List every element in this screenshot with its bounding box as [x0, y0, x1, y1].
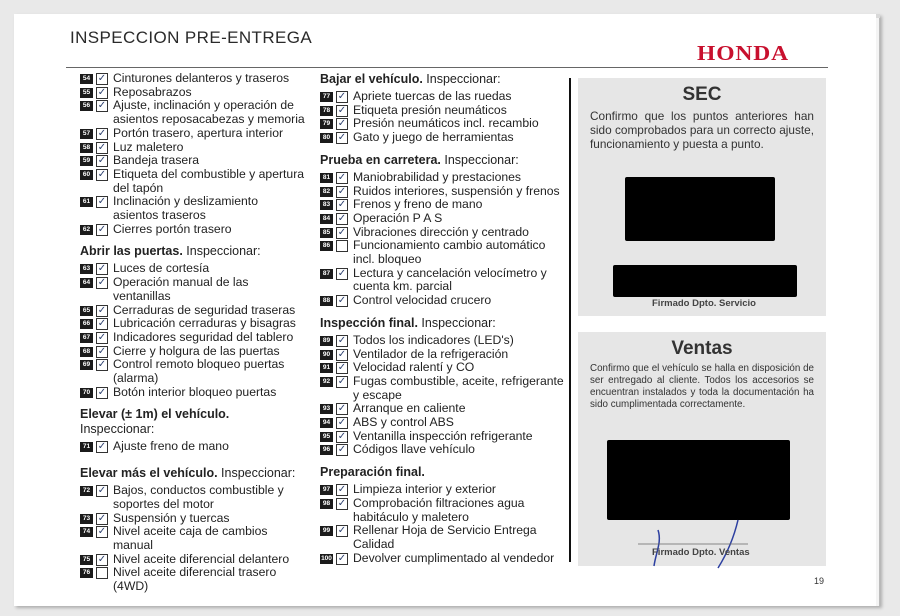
checked-checkbox[interactable]: ✓: [97, 304, 107, 316]
item-label: Presión neumáticos incl. recambio: [353, 116, 539, 131]
checked-checkbox[interactable]: ✓: [337, 484, 347, 496]
item-number: 95: [320, 432, 333, 442]
checked-checkbox[interactable]: ✓: [337, 362, 347, 374]
item-number: 82: [320, 187, 333, 197]
section-heading-final: Inspección final. Inspeccionar:: [320, 315, 496, 330]
item-label: Ventanilla inspección refrigerante: [353, 428, 533, 443]
item-number: 68: [80, 347, 93, 357]
item-number: 96: [320, 445, 333, 455]
checklist-item: [80, 168, 305, 195]
checked-checkbox[interactable]: ✓: [97, 331, 107, 343]
item-number: 99: [320, 526, 333, 536]
checklist-item: [320, 185, 565, 199]
checked-checkbox[interactable]: ✓: [97, 141, 107, 153]
checklist-group: [80, 484, 305, 594]
item-number: 75: [80, 555, 93, 565]
item-label: Luz maletero: [113, 139, 184, 154]
checklist-item: [80, 141, 305, 155]
item-label: Velocidad ralentí y CO: [353, 360, 475, 375]
item-number: 100: [321, 554, 332, 562]
item-number: 81: [320, 173, 333, 183]
item-label: Reposabrazos: [113, 84, 192, 99]
checked-checkbox[interactable]: ✓: [97, 196, 107, 208]
item-label: Gato y juego de herramientas: [353, 130, 514, 145]
item-label: ABS y control ABS: [353, 415, 454, 430]
checklist-item: [320, 198, 565, 212]
item-number: 76: [80, 568, 93, 578]
section-heading-prueba: Prueba en carretera. Inspeccionar:: [320, 152, 519, 167]
item-label: Fugas combustible, aceite, refrigerante y escape: [353, 373, 564, 402]
checked-checkbox[interactable]: ✓: [97, 386, 107, 398]
checklist-item: [320, 117, 565, 131]
item-label: Vibraciones dirección y centrado: [353, 224, 529, 239]
honda-logo: HONDA: [697, 41, 790, 65]
checked-checkbox[interactable]: ✓: [97, 223, 107, 235]
checked-checkbox[interactable]: ✓: [337, 334, 347, 346]
item-number: 86: [320, 241, 333, 251]
checklist-item: [320, 497, 565, 524]
empty-checkbox[interactable]: [96, 567, 108, 579]
item-label: Limpieza interior y exterior: [353, 482, 496, 497]
checked-checkbox[interactable]: ✓: [97, 155, 107, 167]
item-number: 90: [320, 350, 333, 360]
checked-checkbox[interactable]: ✓: [97, 359, 107, 371]
sec-confirmation-text: Confirmo que los puntos anteriores han sido comprobados para un correcto ajuste, funcionamiento y puesta a punto.: [590, 109, 814, 151]
item-number: 84: [320, 214, 333, 224]
item-label: Funcionamiento cambio automático incl. bloqueo: [353, 238, 546, 267]
item-label: Nivel aceite caja de cambios manual: [113, 524, 268, 552]
checked-checkbox[interactable]: ✓: [337, 417, 347, 429]
checklist-item: [320, 171, 565, 185]
checked-checkbox[interactable]: ✓: [337, 525, 347, 537]
item-label: Ruidos interiores, suspensión y frenos: [353, 183, 560, 198]
checklist-group: [320, 171, 565, 308]
checked-checkbox[interactable]: ✓: [337, 295, 347, 307]
checklist-group: [320, 90, 565, 145]
checklist-item: [320, 524, 565, 551]
item-label: Comprobación filtraciones agua habitáculo y maletero: [353, 495, 525, 524]
checklist-item: [320, 334, 565, 348]
checked-checkbox[interactable]: ✓: [337, 118, 347, 130]
item-label: Cierre y holgura de las puertas: [113, 343, 280, 358]
checklist-item: [320, 443, 565, 457]
checklist-item: [320, 402, 565, 416]
item-number: 77: [320, 92, 333, 102]
item-label: Inclinación y deslizamiento asientos traseros: [113, 194, 258, 223]
item-number: 64: [80, 278, 93, 288]
item-number: 65: [80, 306, 93, 316]
item-label: Rellenar Hoja de Servicio Entrega Calidad: [353, 523, 537, 551]
checklist-group: [320, 483, 565, 565]
item-label: Cinturones delanteros y traseros: [113, 71, 290, 85]
item-label: Ajuste, inclinación y operación de asientos reposacabezas y memoria: [113, 98, 305, 127]
checklist-group: [80, 262, 305, 399]
item-number: 97: [320, 485, 333, 495]
item-label: Frenos y freno de mano: [353, 197, 483, 212]
page-title: INSPECCION PRE-ENTREGA: [70, 28, 313, 47]
item-label: Apriete tuercas de las ruedas: [353, 89, 512, 103]
checklist-item: [320, 212, 565, 226]
checklist-item: [80, 317, 305, 331]
item-number: 93: [320, 404, 333, 414]
item-label: Todos los indicadores (LED's): [353, 332, 514, 347]
checked-checkbox[interactable]: ✓: [337, 104, 347, 116]
checked-checkbox[interactable]: ✓: [97, 263, 107, 275]
checklist-item: [320, 348, 565, 362]
item-number: 92: [320, 377, 333, 387]
checklist-item: [320, 90, 565, 104]
item-label: Códigos llave vehículo: [353, 442, 475, 457]
checklist-item: [80, 484, 305, 511]
checklist-item: [80, 99, 305, 126]
item-label: Indicadores seguridad del tablero: [113, 329, 294, 344]
item-label: Suspensión y tuercas: [113, 510, 230, 525]
checked-checkbox[interactable]: ✓: [97, 73, 107, 84]
item-label: Devolver cumplimentado al vendedor: [353, 550, 555, 565]
item-label: Operación P A S: [353, 210, 443, 225]
redacted-signature: [607, 440, 790, 520]
checked-checkbox[interactable]: ✓: [337, 199, 347, 211]
item-number: 88: [320, 296, 333, 306]
item-number: 63: [80, 264, 93, 274]
checklist-item: [320, 104, 565, 118]
item-number: 78: [320, 106, 333, 116]
page-number: 19: [814, 576, 825, 586]
item-number: 79: [320, 119, 333, 129]
item-number: 83: [320, 200, 333, 210]
checklist-item: [320, 267, 565, 294]
checked-checkbox[interactable]: ✓: [97, 318, 107, 330]
item-number: 58: [80, 143, 93, 153]
item-number: 98: [320, 499, 333, 509]
section-heading-bajar: Bajar el vehículo. Inspeccionar:: [320, 72, 501, 86]
checked-checkbox[interactable]: ✓: [337, 212, 347, 224]
checklist-item: [80, 566, 305, 593]
checked-checkbox[interactable]: ✓: [337, 430, 347, 442]
signature-strokes: [638, 512, 758, 572]
checklist-item: [80, 127, 305, 141]
item-number: 87: [320, 269, 333, 279]
checklist-item: [80, 154, 305, 168]
checked-checkbox[interactable]: ✓: [97, 512, 107, 524]
checklist-item: [80, 358, 305, 385]
item-label: Lectura y cancelación velocímetro y cuenta km. parcial: [353, 265, 547, 294]
checked-checkbox[interactable]: ✓: [97, 277, 107, 289]
ventas-signature-label: Firmado Dpto. Ventas: [652, 547, 750, 558]
checked-checkbox[interactable]: ✓: [337, 403, 347, 415]
item-number: 59: [80, 156, 93, 166]
ventas-signature-box: [578, 332, 826, 566]
item-label: Control velocidad crucero: [353, 293, 492, 308]
item-number: 73: [80, 514, 93, 524]
item-label: Bandeja trasera: [113, 153, 200, 168]
item-number: 72: [80, 486, 93, 496]
item-label: Arranque en caliente: [353, 401, 466, 416]
checklist-item: [80, 195, 305, 222]
item-label: Nivel aceite diferencial delantero: [113, 551, 290, 566]
item-label: Portón trasero, apertura interior: [113, 125, 284, 140]
item-number: 57: [80, 129, 93, 139]
checked-checkbox[interactable]: ✓: [337, 348, 347, 360]
checked-checkbox[interactable]: ✓: [337, 132, 347, 144]
checklist-item: [320, 483, 565, 497]
ventas-confirmation-text: Confirmo que el vehículo se halla en disposición de ser entregado al cliente. Todos los accesorios se encuentran instalados y toda la documentación ha sido cumplimentada correctamente.: [590, 363, 814, 410]
item-label: Bajos, conductos combustible y soportes del motor: [113, 483, 284, 511]
section-heading-preparacion: Preparación final.: [320, 465, 425, 480]
item-label: Etiqueta del combustible y apertura del tapón: [113, 166, 305, 195]
checked-checkbox[interactable]: ✓: [337, 375, 347, 387]
checked-checkbox[interactable]: ✓: [97, 168, 107, 180]
checklist-item: [320, 552, 565, 566]
checklist-group: [320, 334, 565, 457]
item-number: 60: [80, 170, 93, 180]
checklist-column-middle: [320, 72, 565, 565]
checklist-item: [320, 375, 565, 402]
item-label: Control remoto bloqueo puertas (alarma): [113, 357, 285, 386]
checklist-item: [80, 331, 305, 345]
section-heading-elevar: Elevar (± 1m) el vehículo. Inspeccionar:: [80, 407, 230, 437]
checked-checkbox[interactable]: ✓: [97, 86, 107, 98]
checklist-item: [80, 304, 305, 318]
checklist-item: [320, 416, 565, 430]
checklist-item: [80, 386, 305, 400]
item-label: Cerraduras de seguridad traseras: [113, 302, 296, 317]
section-heading-abrir: Abrir las puertas. Inspeccionar:: [80, 244, 261, 259]
item-label: Maniobrabilidad y prestaciones: [353, 169, 522, 184]
item-number: 94: [320, 418, 333, 428]
item-label: Operación manual de las ventanillas: [113, 275, 249, 303]
checklist-item: [320, 239, 565, 266]
checked-checkbox[interactable]: ✓: [97, 485, 107, 497]
checked-checkbox[interactable]: ✓: [337, 552, 347, 564]
checklist-item: [320, 294, 565, 308]
item-number: 89: [320, 336, 333, 346]
item-label: Lubricación cerraduras y bisagras: [113, 316, 296, 331]
section-heading-elevar-mas: Elevar más el vehículo. Inspeccionar:: [80, 466, 296, 481]
item-label: Luces de cortesía: [113, 261, 210, 276]
checklist-item: [80, 276, 305, 303]
item-label: Botón interior bloqueo puertas: [113, 384, 277, 399]
checked-checkbox[interactable]: ✓: [337, 226, 347, 238]
item-number: 56: [80, 101, 93, 111]
checklist-item: [320, 226, 565, 240]
checked-checkbox[interactable]: ✓: [97, 100, 107, 112]
checked-checkbox[interactable]: ✓: [337, 444, 347, 456]
checked-checkbox[interactable]: ✓: [337, 497, 347, 509]
sec-signature-label: Firmado Dpto. Servicio: [652, 298, 756, 309]
sec-title: SEC: [682, 84, 722, 105]
checklist-item: [80, 262, 305, 276]
checked-checkbox[interactable]: ✓: [337, 171, 347, 183]
checked-checkbox[interactable]: ✓: [97, 127, 107, 139]
item-label: Ventilador de la refrigeración: [353, 346, 509, 361]
redacted-name: [613, 265, 797, 297]
item-number: 85: [320, 228, 333, 238]
sec-signature-box: [578, 78, 826, 316]
checked-checkbox[interactable]: ✓: [97, 553, 107, 565]
item-label: Nivel aceite diferencial trasero (4WD): [113, 565, 277, 594]
item-label: Ajuste freno de mano: [113, 439, 229, 454]
checked-checkbox[interactable]: ✓: [97, 526, 107, 538]
column-divider: [569, 78, 571, 562]
checklist-item: [80, 512, 305, 526]
item-number: 61: [80, 197, 93, 207]
item-number: 70: [80, 388, 93, 398]
checked-checkbox[interactable]: ✓: [337, 267, 347, 279]
item-label: Cierres portón trasero: [113, 221, 232, 236]
page-edge: [876, 18, 880, 606]
item-number: 80: [320, 133, 333, 143]
checklist-group: [80, 440, 305, 454]
checklist-item: [80, 440, 305, 454]
checked-checkbox[interactable]: ✓: [97, 441, 107, 453]
item-number: 74: [80, 527, 93, 537]
item-number: 62: [80, 225, 93, 235]
item-number: 67: [80, 333, 93, 343]
checked-checkbox[interactable]: ✓: [337, 185, 347, 197]
item-number: 66: [80, 319, 93, 329]
checklist-item: [80, 72, 305, 86]
empty-checkbox[interactable]: [336, 240, 348, 252]
checklist-item: [320, 430, 565, 444]
header-rule: [66, 67, 828, 68]
checked-checkbox[interactable]: ✓: [337, 91, 347, 102]
checklist-item: [80, 345, 305, 359]
item-number: 71: [80, 442, 93, 452]
ventas-title: Ventas: [671, 338, 733, 359]
checklist-item: [80, 553, 305, 567]
item-label: Etiqueta presión neumáticos: [353, 102, 507, 117]
checked-checkbox[interactable]: ✓: [97, 345, 107, 357]
checklist-item: [80, 223, 305, 237]
checklist-item: [80, 86, 305, 100]
checklist-item: [320, 361, 565, 375]
item-number: 54: [80, 74, 93, 84]
checklist-column-left: [80, 72, 305, 594]
checklist-item: [80, 525, 305, 552]
item-number: 91: [320, 363, 333, 373]
redacted-signature: [625, 177, 775, 241]
item-number: 55: [80, 88, 93, 98]
item-number: 69: [80, 360, 93, 370]
checklist-group: [80, 72, 305, 236]
checklist-item: [320, 131, 565, 145]
